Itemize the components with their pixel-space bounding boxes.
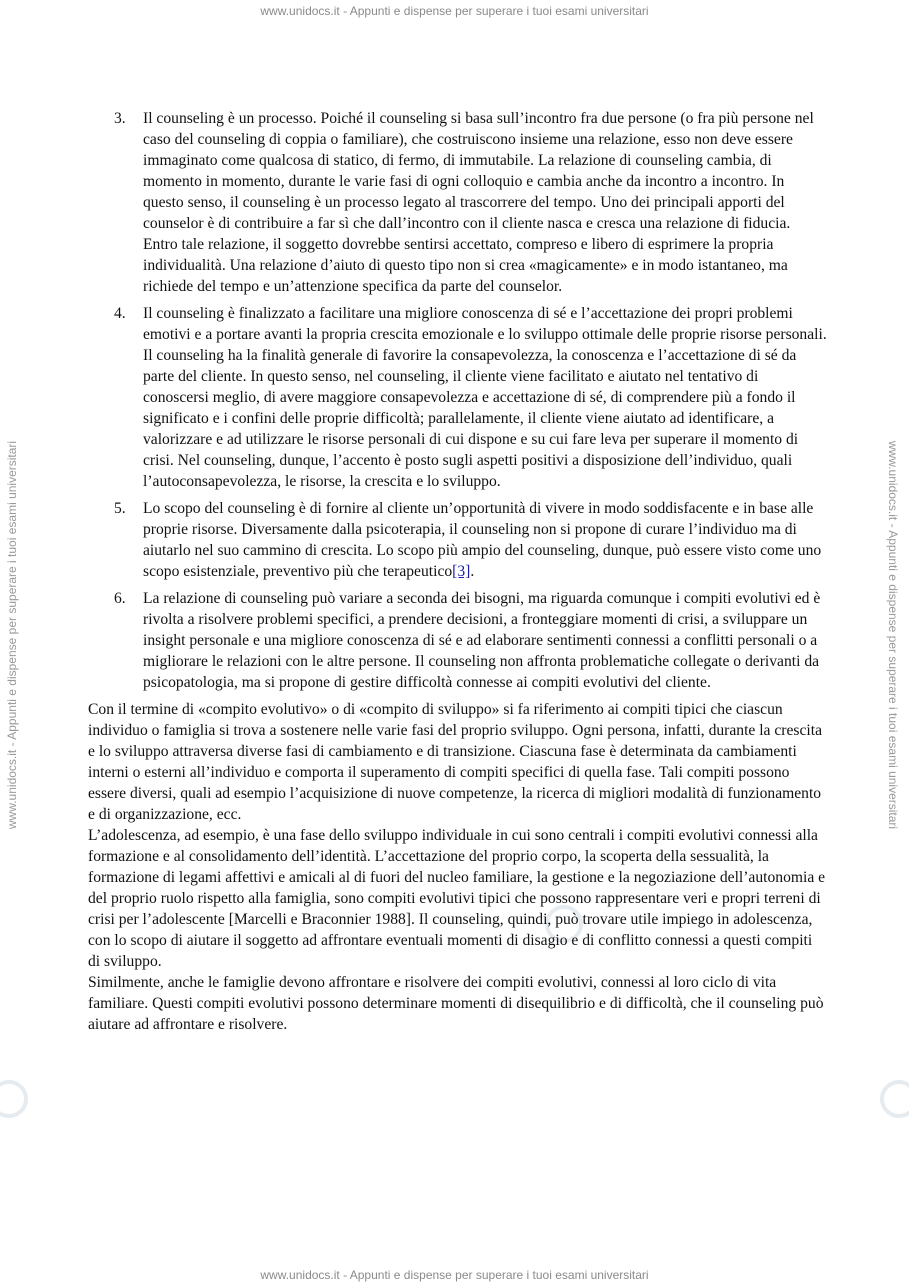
body-paragraph: L’adolescenza, ad esempio, è una fase dello sviluppo individuale in cui sono centrali i compiti evolutivi connessi alla formazione e al consolidamento dell’identità. L’accettazione del proprio corpo, la scoperta della sessualità, la formazione di legami affettivi e amicali al di fuori del nucleo familiare, la gestione e la negoziazione dell’autonomia e del proprio ruolo rispetto alla famiglia, sono compiti evolutivi tipici che possono rappresentare veri e propri terreni di crisi per l’adolescente [Marcelli e Braconnier 1988]. Il counseling, quindi, può trovare utile impiego in adolescenza, con lo scopo di aiutare il soggetto ad affrontare eventuali momenti di disagio e di conflitto connessi a questi compiti di sviluppo. xyxy=(88,827,826,970)
body-paragraph: Con il termine di «compito evolutivo» o di «compito di sviluppo» si fa riferimento ai compiti tipici che ciascun individuo o famiglia si trova a sostenere nelle varie fasi del proprio sviluppo. Ogni persona, infatti, durante la crescita e lo sviluppo attraversa diverse fasi di cambiamento e di transizione. Ciascuna fase è determinata da cambiamenti interni o esterni all’individuo e comporta il superamento di compiti specifici di quella fase. Tali compiti possono essere diversi, quali ad esempio l’acquisizione di nuove competenze, la ricerca di migliori modalità di funzionamento e di organizzazione, ecc. xyxy=(88,701,822,823)
footnote-link[interactable]: [3] xyxy=(452,563,471,580)
list-item xyxy=(88,108,828,297)
body-paragraph: Similmente, anche le famiglie devono affrontare e risolvere dei compiti evolutivi, connessi al loro ciclo di vita familiare. Questi compiti evolutivi possono determinare momenti di disequilibrio e di difficoltà, che il counseling può aiutare ad affrontare e risolvere. xyxy=(88,974,824,1033)
watermark-logo-icon xyxy=(880,1080,909,1118)
document-body xyxy=(88,108,828,1035)
list-item-number: 5. xyxy=(114,500,126,517)
list-item xyxy=(88,588,828,693)
list-item-number: 4. xyxy=(114,305,126,322)
watermark-side-left: www.unidocs.it - Appunti e dispense per superare i tuoi esami universitari xyxy=(5,440,19,830)
list-item-text: Il counseling è finalizzato a facilitare una migliore conoscenza di sé e l’accettazione dei propri problemi emotivi e a portare avanti la propria crescita emozionale e lo sviluppo ottimale delle proprie risorse personali. Il counseling ha la finalità generale di favorire la consapevolezza, la conoscenza e l’accettazione di sé da parte del cliente. In questo senso, nel counseling, il cliente viene facilitato e aiutato nel tentativo di conoscersi meglio, di avere maggiore consapevolezza e accettazione di sé, di comprendere più a fondo il significato e i confini delle proprie difficoltà; parallelamente, il cliente viene aiutato ad identificare, a valorizzare e ad utilizzare le risorse personali di cui dispone e su cui fare leva per superare il momento di crisi. Nel counseling, dunque, l’accento è posto sugli aspetti positivi a disposizione dell’individuo, quali l’autoconsapevolezza, le risorse, la crescita e lo sviluppo. xyxy=(143,305,827,490)
list-item-text: Il counseling è un processo. Poiché il counseling si basa sull’incontro fra due persone (o fra più persone nel caso del counseling di coppia o familiare), che costruiscono insieme una relazione, esso non deve essere immaginato come qualcosa di statico, di fermo, di immutabile. La relazione di counseling cambia, di momento in momento, durante le varie fasi di ogni colloquio e cambia anche da incontro a incontro. In questo senso, il counseling è un processo legato al trascorrere del tempo. Uno dei principali apporti del counselor è di contribuire a far sì che dall’incontro con il cliente nasca e cresca una relazione di fiducia. Entro tale relazione, il soggetto dovrebbe sentirsi accettato, compreso e libero di esprimere la propria individualità. Una relazione d’aiuto di questo tipo non si crea «magicamente» e in modo istantaneo, ma richiede del tempo e un’attenzione specifica da parte del counselor. xyxy=(143,110,814,295)
list-item xyxy=(88,303,828,492)
list-item-number: 6. xyxy=(114,590,126,607)
list-item-text: Lo scopo del counseling è di fornire al cliente un’opportunità di vivere in modo soddisfacente e in base alle proprie risorse. Diversamente dalla psicoterapia, il counseling non si propone di curare l’individuo ma di aiutarlo nel suo cammino di crescita. Lo scopo più ampio del counseling, dunque, può essere visto come uno scopo esistenziale, preventivo più che terapeutico xyxy=(143,500,822,580)
watermark-logo-icon xyxy=(0,1080,28,1118)
list-item xyxy=(88,498,828,582)
watermark-banner-bottom: www.unidocs.it - Appunti e dispense per superare i tuoi esami universitari xyxy=(260,1268,649,1282)
watermark-banner-top: www.unidocs.it - Appunti e dispense per superare i tuoi esami universitari xyxy=(260,4,649,18)
list-item-number: 3. xyxy=(114,110,126,127)
numbered-list xyxy=(88,108,828,693)
list-item-tail: . xyxy=(470,563,475,580)
list-item-text: La relazione di counseling può variare a seconda dei bisogni, ma riguarda comunque i compiti evolutivi ed è rivolta a risolvere problemi specifici, a prendere decisioni, a fronteggiare momenti di crisi, a sviluppare un insight personale e una migliore conoscenza di sé e ad elaborare sentimenti connessi a conflitti personali o a migliorare le relazioni con le altre persone. Il counseling non affronta problematiche collegate o derivanti da psicopatologia, ma si propone di gestire difficoltà connesse ai compiti evolutivi del cliente. xyxy=(143,590,821,691)
watermark-side-right: www.unidocs.it - Appunti e dispense per superare i tuoi esami universitari xyxy=(886,440,900,830)
